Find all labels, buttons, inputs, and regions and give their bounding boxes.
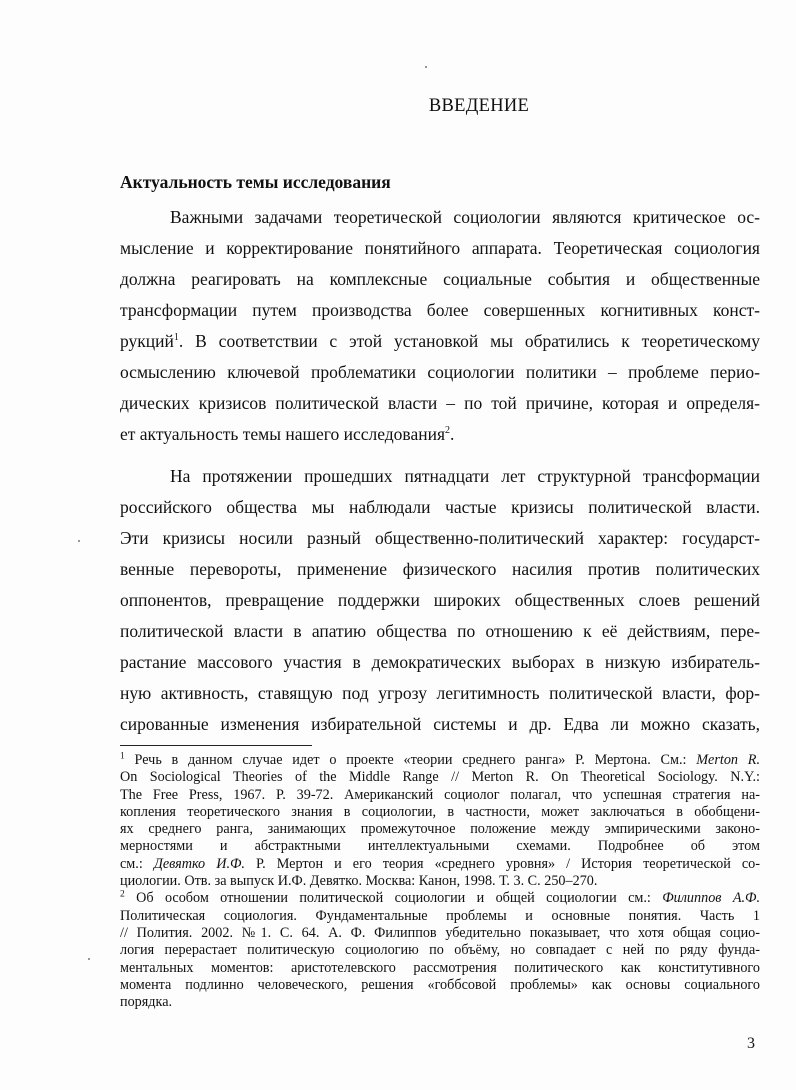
footnote-line: // Полития. 2002. №1. С. 64. А. Ф. Филиппов убедительно показывает, что хотя общая социо- xyxy=(120,924,760,941)
footnote-line: момента подлинно человеческого, решения «гоббсовой проблемы» как основы социального xyxy=(120,976,760,993)
section-heading: Актуальность темы исследования xyxy=(120,172,391,192)
footnote-line: The Free Press, 1967. P. 39-72. Американский социолог полагал, что успешная стратегия на- xyxy=(120,786,760,803)
footnote-1 xyxy=(120,752,760,890)
text-line: трансформации путем производства более совершенных когнитивных конст- xyxy=(120,300,760,320)
text-segment: . В соответствии с этой установкой мы обратились к теоретическому xyxy=(178,331,760,351)
text-segment: ет актуальность темы нашего исследования xyxy=(120,424,445,444)
text-segment: . xyxy=(450,424,455,444)
author-name: Девятко И.Ф. xyxy=(153,855,245,872)
text-line: сированные изменения избирательной системы и др. Едва ли можно сказать, xyxy=(120,714,760,734)
text-line: оппонентов, превращение поддержки широких общественных слоев решений xyxy=(120,590,760,610)
paragraph-2 xyxy=(120,461,760,740)
footnote-separator xyxy=(120,745,312,746)
footnote-marker: 2 xyxy=(120,889,125,900)
page-number: 3 xyxy=(747,1035,755,1052)
text-segment: рукций xyxy=(120,331,174,351)
footnote-2 xyxy=(120,890,760,1011)
text-line: Эти кризисы носили разный общественно-политический характер: государст- xyxy=(120,528,760,548)
text-line xyxy=(120,326,760,357)
footnote-line: ментальных моментов: аристотелевского рассмотрения политического как конститутивного xyxy=(120,959,760,976)
footnote-line: Политическая социология. Фундаментальные проблемы и основные понятия. Часть 1 xyxy=(120,907,760,924)
footnote-line: копления теоретического знания в социологии, в частности, может заключаться в обобщени- xyxy=(120,803,760,820)
footnote-ref: 1 xyxy=(173,332,179,344)
text-line: мысление и корректирование понятийного аппарата. Теоретическая социология xyxy=(120,238,760,258)
text-line: дических кризисов политической власти – по той причине, которая и определя- xyxy=(120,393,760,413)
footnote-ref: 2 xyxy=(445,425,450,437)
chapter-title: ВВЕДЕНИЕ xyxy=(428,96,530,116)
paragraph-1 xyxy=(120,202,760,450)
text-line: Важными задачами теоретической социологии являются критическое ос- xyxy=(170,207,760,227)
text-line: осмыслению ключевой проблематики социологии политики – проблеме перио- xyxy=(120,362,760,382)
footnote-line: логия перерастает политическую социологию по объёму, но совпадает с ней по ряду фунда- xyxy=(120,942,760,959)
scan-speck xyxy=(88,958,90,960)
footnotes xyxy=(120,752,760,1011)
text-line: растание массового участия в демократических выборах в низкую избиратель- xyxy=(120,652,760,672)
footnote-line xyxy=(120,856,760,873)
footnote-line: циологии. Отв. за выпуск И.Ф. Девятко. Москва: Канон, 1998. Т. 3. С. 250–270. xyxy=(120,873,598,890)
text-line: На протяжении прошедших пятнадцати лет структурной трансформации xyxy=(170,466,760,486)
main-content xyxy=(120,96,760,740)
scan-speck xyxy=(425,66,427,68)
footnote-marker: 1 xyxy=(120,751,125,762)
author-name: Филиппов А.Ф. xyxy=(662,890,760,907)
footnote-line: порядка. xyxy=(120,994,173,1011)
text-line xyxy=(120,419,760,450)
text-line: должна реагировать на комплексные социальные события и общественные xyxy=(120,269,760,289)
text-segment: см.: xyxy=(120,855,154,872)
text-line: венные перевороты, применение физического насилия против политических xyxy=(120,559,760,579)
author-name: Merton R. xyxy=(696,752,760,768)
text-line: политической власти в апатию общества по отношению к её действиям, пере- xyxy=(120,621,760,641)
footnote-line: мерностями и абстрактными интеллектуальными схемами. Подробнее об этом xyxy=(120,838,760,855)
text-segment: Об особом отношении политической социологии и общей социологии см.: xyxy=(136,890,663,907)
text-line: ную активность, ставящую под угрозу легитимность политической власти, фор- xyxy=(120,683,760,703)
scan-speck xyxy=(78,540,80,542)
footnote-line: On Sociological Theories of the Middle Range // Merton R. On Theoretical Sociology. N.Y.: xyxy=(120,769,760,786)
footnote-line xyxy=(120,752,760,769)
footnote-line: ях среднего ранга, занимающих промежуточное положение между эмпирическими законо- xyxy=(120,821,760,838)
text-segment: Речь в данном случае идет о проекте «теории среднего ранга» Р. Мертона. См.: xyxy=(134,752,697,768)
text-line: российского общества мы наблюдали частые кризисы политической власти. xyxy=(120,497,760,517)
text-segment: Р. Мертон и его теория «среднего уровня» / История теоретической со- xyxy=(244,855,760,872)
footnote-line xyxy=(120,890,760,907)
